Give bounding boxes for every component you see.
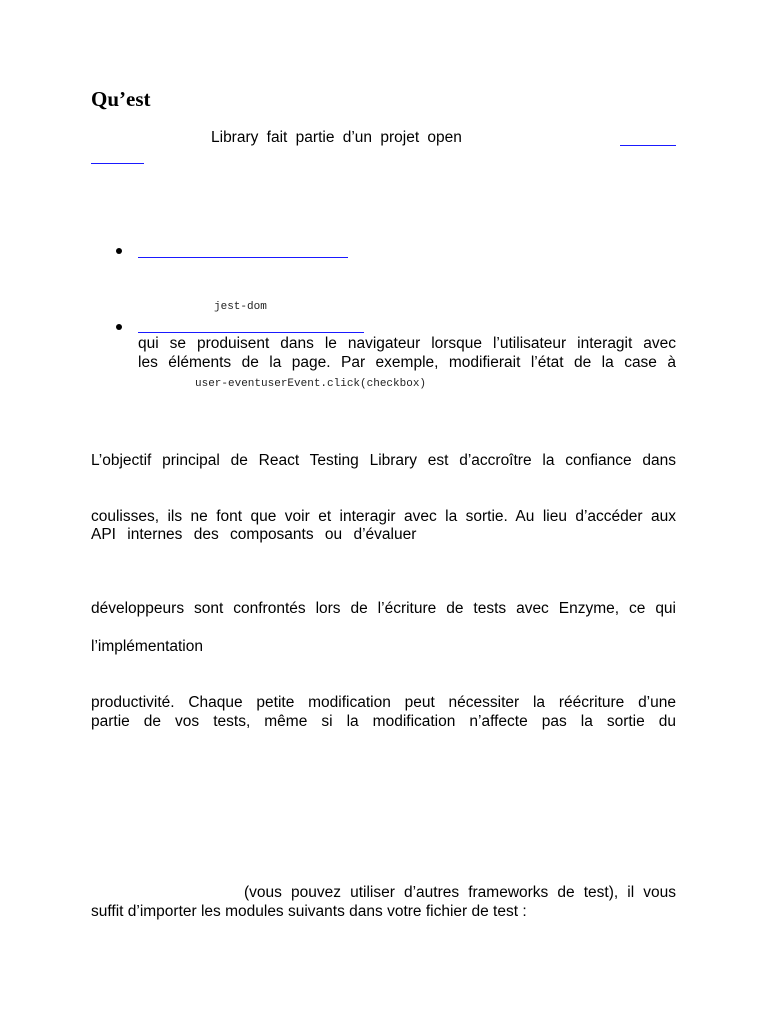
- paragraph-line: l’implémentation: [91, 638, 203, 655]
- paragraph-line: API internes des composants ou d’évaluer: [91, 526, 417, 543]
- inline-code: user-eventuserEvent.click(checkbox): [195, 378, 427, 390]
- hyperlink-underline[interactable]: [620, 145, 676, 146]
- bullet-point: [116, 248, 122, 254]
- intro-text: Library fait partie d’un projet open: [211, 129, 462, 146]
- paragraph-line: L’objectif principal de React Testing Library est d’accroître la confiance dans: [91, 452, 676, 469]
- paragraph-line: productivité. Chaque petite modification peut nécessiter la réécriture d’une: [91, 694, 676, 711]
- bullet-point: [116, 324, 122, 330]
- hyperlink-underline[interactable]: [138, 257, 348, 258]
- paragraph-line: suffit d’importer les modules suivants dans votre fichier de test :: [91, 903, 527, 920]
- bullet-text-line: qui se produisent dans le navigateur lorsque l’utilisateur interagit avec: [138, 335, 676, 352]
- paragraph-line: coulisses, ils ne font que voir et interagir avec la sortie. Au lieu d’accéder aux: [91, 508, 676, 525]
- section-heading: Qu’est: [91, 87, 151, 111]
- paragraph-line: partie de vos tests, même si la modification n’affecte pas la sortie du: [91, 713, 676, 730]
- hyperlink-underline[interactable]: [91, 163, 144, 164]
- hyperlink-underline[interactable]: [138, 332, 364, 333]
- inline-code: jest-dom: [214, 301, 267, 313]
- bullet-text-line: les éléments de la page. Par exemple, modifierait l’état de la case à: [138, 354, 676, 371]
- paragraph-line: développeurs sont confrontés lors de l’écriture de tests avec Enzyme, ce qui: [91, 600, 676, 617]
- paragraph-line: (vous pouvez utiliser d’autres frameworks de test), il vous: [244, 884, 676, 901]
